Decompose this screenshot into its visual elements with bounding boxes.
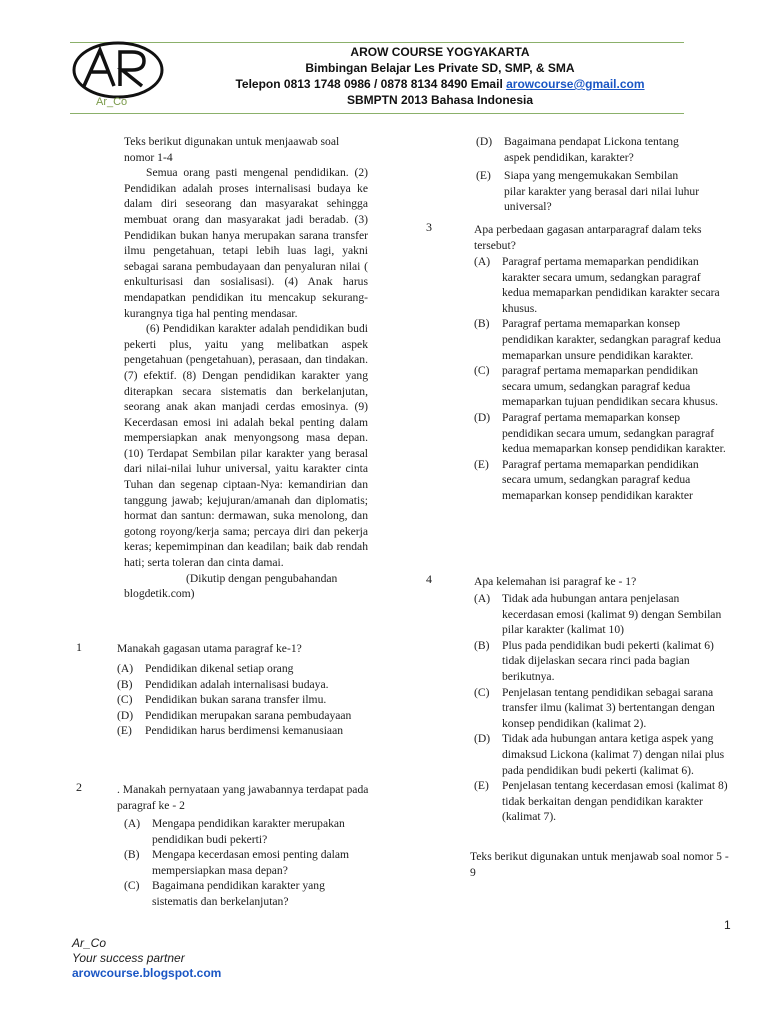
option-text: Mengapa kecerdasan emosi penting dalam mempersiapkan masa depan? (152, 848, 350, 877)
option-label: (D) (474, 410, 491, 424)
option-label: (A) (124, 817, 141, 830)
option-text: Tidak ada hubungan antara ketiga aspek yang dimaksud Lickona (kalimat 7) dengan nilai plus pada pendidikan budi pekerti (kalimat 6). (502, 732, 725, 777)
header-line-1: AROW COURSE YOGYAKARTA (350, 45, 530, 59)
option-text: Pendidikan adalah internalisasi budaya. (145, 677, 329, 691)
option-label: (B) (117, 677, 133, 691)
question-4-stem: Apa kelemahan isi paragraf ke - 1? (474, 575, 637, 588)
footer-brand: Ar_Co (72, 936, 107, 950)
option-label: (B) (474, 638, 490, 652)
option-text: Tidak ada hubungan antara penjelasan kecerdasan emosi (kalimat 9) dengan Sembilan pilar karakter (kalimat 10) (502, 592, 722, 637)
option-item[interactable] (476, 134, 700, 165)
question-1-options (117, 661, 369, 739)
option-label: (C) (117, 693, 133, 707)
question-4-number: 4 (426, 572, 432, 586)
option-text: Mengapa pendidikan karakter merupakan pendidikan budi pekerti? (152, 817, 345, 846)
option-text: Penjelasan tentang kecerdasan emosi (kalimat 8) tidak berkaitan dengan pendidikan karakter (kalimat 7). (502, 779, 728, 824)
header-line-3 (180, 76, 700, 92)
question-2-stem: . Manakah pernyataan yang jawabannya terdapat pada paragraf ke - 2 (117, 783, 369, 812)
option-text: Bagaimana pendapat Lickona tentang aspek pendidikan, karakter? (504, 135, 679, 164)
header-text (180, 44, 700, 108)
option-item[interactable] (117, 723, 369, 739)
option-item[interactable] (474, 254, 726, 316)
option-label: (D) (476, 135, 493, 148)
question-2-number: 2 (76, 780, 82, 794)
option-item[interactable] (117, 708, 369, 724)
option-text: Paragraf pertama memaparkan pendidikan secara umum, sedangkan paragraf kedua memaparkan konsep pendidikan karakter (502, 457, 699, 502)
question-1-number: 1 (76, 640, 82, 654)
email-link[interactable]: arowcourse@gmail.com (506, 77, 645, 91)
option-label: (D) (474, 732, 491, 746)
option-item[interactable] (474, 591, 728, 638)
option-item[interactable] (474, 685, 728, 732)
footer-tagline: Your success partner (72, 951, 185, 965)
option-item[interactable] (474, 778, 728, 825)
option-item[interactable] (117, 677, 369, 693)
next-passage-instruction: Teks berikut digunakan untuk menjawab soal nomor 5 - 9 (470, 850, 729, 879)
question-2-options-part-2 (476, 134, 700, 215)
option-text: Paragraf pertama memaparkan konsep pendidikan secara umum, sedangkan paragraf kedua memaparkan konsep pendidikan karakter. (502, 410, 726, 456)
passage-paragraph-2: (6) Pendidikan karakter adalah pendidikan budi pekerti plus, yaitu yang melibatkan aspek pengetahuan (pengetahuan), perasaan, dan tindakan. (7) efektif. (8) Dengan pendidikan karakter yang diterapkan secara sistematis dan berkelanjutan, seorang anak akan manjadi cerdas emosinya. (9) Kecerdasan emosi ini adalah bekal penting dalam mempersiapkan anak menyongsong masa depan. (10) Terdapat Sembilan pilar karakter yang berasal dari nilai-nilai luhur universal, yaitu karakter cinta Tuhan dan segenap ciptaan-Nya: kemandirian dan tanggung jawab; kejujuran/amanah dan diplomatis; hormat dan santun: dermawan, suka menolong, dan gotong royong/kerja sama; percaya diri dan pekerja keras; kepemimpinan dan keadilan; baik dab rendah hati; serta toleran dan cinta damai. (124, 322, 368, 570)
option-label: (C) (474, 364, 490, 378)
option-text: Pendidikan dikenal setiap orang (145, 662, 294, 675)
option-item[interactable] (124, 816, 356, 847)
page-footer (72, 936, 221, 981)
option-label: (C) (124, 879, 140, 893)
option-label: (E) (476, 169, 491, 183)
option-label: (B) (474, 317, 490, 331)
option-text: Bagaimana pendidikan karakter yang sistematis dan berkelanjutan? (152, 879, 325, 908)
option-text: paragraf pertama memaparkan pendidikan secara umum, sedangkan paragraf kedua memaparkan tujuan pendidikan secara khusus. (502, 364, 719, 409)
option-item[interactable] (117, 692, 369, 708)
option-label: (A) (474, 255, 491, 268)
passage-heading: Teks berikut digunakan untuk menjaawab soal nomor 1-4 (124, 135, 340, 164)
header-phone: Telepon 0813 1748 0986 / 0878 8134 8490 Email (235, 77, 507, 91)
question-2-options-part-1 (124, 816, 356, 910)
question-3-options (474, 254, 726, 504)
header-line-4: SBMPTN 2013 Bahasa Indonesia (346, 93, 534, 107)
option-text: Siapa yang mengemukakan Sembilan pilar karakter yang berasal dari nilai luhur universal? (504, 169, 700, 214)
option-item[interactable] (474, 457, 726, 504)
passage-source: (Dikutip dengan pengubahandan blogdetik.com) (124, 571, 338, 601)
option-text: Plus pada pendidikan budi pekerti (kalimat 6) tidak dijelaskan secara rinci pada bagian berikutnya. (502, 638, 714, 683)
option-label: (E) (474, 457, 489, 471)
page-number: 1 (724, 918, 731, 932)
header-bottom-rule (70, 113, 684, 114)
option-text: Pendidikan bukan sarana transfer ilmu. (145, 693, 327, 707)
header-line-2: Bimbingan Belajar Les Private SD, SMP, & SMA (305, 61, 575, 75)
question-1-stem: Manakah gagasan utama paragraf ke-1? (117, 642, 302, 655)
option-item[interactable] (474, 410, 726, 457)
option-item[interactable] (124, 847, 356, 878)
option-text: Pendidikan harus berdimensi kemanusiaan (145, 724, 344, 738)
option-item[interactable] (474, 316, 726, 363)
option-label: (A) (474, 592, 491, 605)
option-text: Penjelasan tentang pendidikan sebagai sarana transfer ilmu (kalimat 3) bertentangan dengan konsep pendidikan (kalimat 2). (502, 685, 715, 730)
option-label: (E) (117, 724, 132, 738)
logo-caption: Ar_Co (96, 96, 128, 108)
option-label: (C) (474, 685, 490, 699)
page-header (0, 0, 768, 120)
question-4-options (474, 591, 728, 825)
option-label: (A) (117, 662, 134, 675)
option-item[interactable] (474, 638, 728, 685)
option-item[interactable] (474, 731, 728, 778)
option-item[interactable] (117, 661, 369, 677)
question-3-stem: Apa perbedaan gagasan antarparagraf dalam teks tersebut? (474, 223, 702, 252)
passage-paragraph-1: Semua orang pasti mengenal pendidikan. (2) Pendidikan adalah proses internalisasi budaya ke dalam diri seseorang dan masyarakat sehingga membuat orang dan masyarakat jadi beradab. (3) Pendidikan bukan hanya merupakan sarana transfer ilmu pengetahuan, tetapi lebih luas lagi, yakni sebagai sarana pembudayaan dan penyaluran nilai ( enkulturisasi dan sosialisasi). (4) Anak harus mendapatkan pendidikan itu mencakup sekurang-kurangnya tiga hal penting mendasar. (124, 166, 368, 320)
option-text: Pendidikan merupakan sarana pembudayaan (145, 708, 352, 722)
option-label: (B) (124, 848, 140, 862)
option-label: (D) (117, 708, 134, 722)
option-text: Paragraf pertama memaparkan konsep pendidikan karakter, sedangkan paragraf kedua memaparkan unsure pendidikan karakter. (502, 317, 721, 362)
option-label: (E) (474, 779, 489, 793)
reading-passage (124, 134, 368, 602)
option-text: Paragraf pertama memaparkan pendidikan karakter secara umum, sedangkan paragraf kedua memaparkan pendidikan karakter secara khusus. (502, 255, 720, 315)
option-item[interactable] (476, 168, 700, 215)
option-item[interactable] (124, 878, 356, 909)
question-3-number: 3 (426, 220, 432, 234)
footer-blog-link[interactable]: arowcourse.blogspot.com (72, 966, 222, 980)
option-item[interactable] (474, 363, 726, 410)
